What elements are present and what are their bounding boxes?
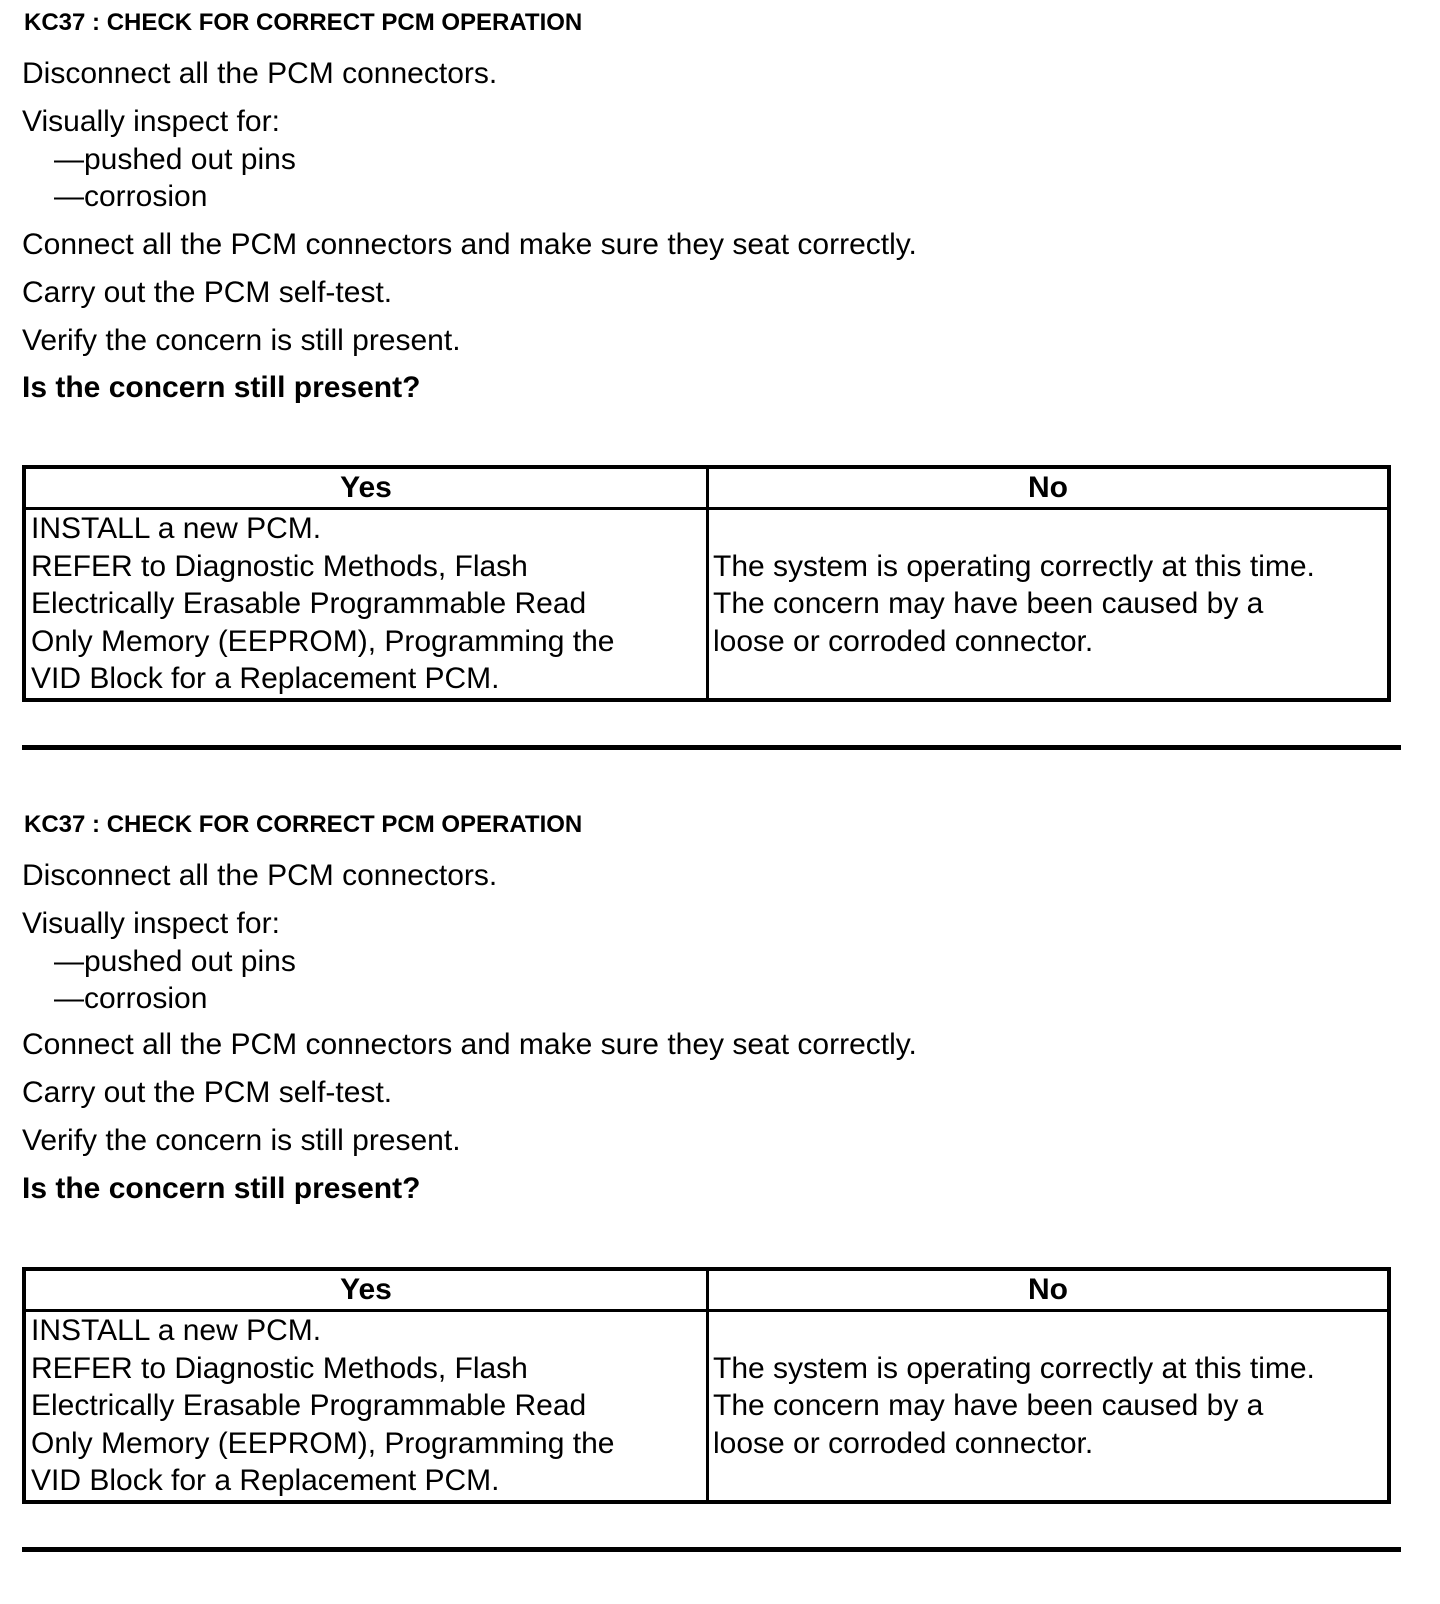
no-line: The concern may have been caused by a [713,587,1264,620]
yes-line: INSTALL a new PCM. [31,512,322,545]
instruction: Verify the concern is still present. [22,1124,461,1157]
instruction: Disconnect all the PCM connectors. [22,57,498,90]
inspect-item: —corrosion [54,180,208,213]
header-yes: Yes [24,1269,708,1311]
yes-line: REFER to Diagnostic Methods, Flash [31,549,528,583]
inspect-item: —pushed out pins [54,143,296,176]
question: Is the concern still present? [22,1172,421,1205]
yes-line: Electrically Erasable Programmable Read [31,1389,587,1422]
yes-line: Electrically Erasable Programmable Read [31,587,587,620]
no-line: The system is operating correctly at this time. [713,549,1315,583]
no-line: The concern may have been caused by a [713,1389,1264,1422]
step-title: KC37 : CHECK FOR CORRECT PCM OPERATION [24,811,583,838]
step-title: KC37 : CHECK FOR CORRECT PCM OPERATION [24,9,583,36]
yes-line: VID Block for a Replacement PCM. [31,662,500,695]
header-no: No [708,467,1390,509]
section-divider [22,1547,1401,1552]
yes-line: VID Block for a Replacement PCM. [31,1464,500,1497]
yes-no-table [22,465,1391,702]
yes-line: Only Memory (EEPROM), Programming the [31,1426,615,1460]
no-cell [708,1311,1390,1502]
question: Is the concern still present? [22,371,421,404]
yes-line: REFER to Diagnostic Methods, Flash [31,1351,528,1385]
no-cell [708,509,1390,700]
instruction: Visually inspect for: [22,907,280,940]
no-line: loose or corroded connector. [713,624,1094,658]
instruction: Visually inspect for: [22,105,280,138]
instruction: Disconnect all the PCM connectors. [22,859,498,892]
header-yes: Yes [24,467,708,509]
instruction: Verify the concern is still present. [22,324,461,357]
yes-no-table [22,1267,1391,1504]
no-line: The system is operating correctly at this time. [713,1351,1315,1385]
instruction: Carry out the PCM self-test. [22,1076,393,1109]
yes-cell [24,1311,708,1502]
yes-line: INSTALL a new PCM. [31,1314,322,1347]
diagnostic-step-section [0,802,1440,1604]
instruction: Connect all the PCM connectors and make sure they seat correctly. [22,228,917,261]
no-line: loose or corroded connector. [713,1426,1094,1460]
inspect-item: —pushed out pins [54,945,296,978]
header-no: No [708,1269,1390,1311]
inspect-item: —corrosion [54,982,208,1015]
section-divider [22,745,1401,750]
instruction: Connect all the PCM connectors and make sure they seat correctly. [22,1028,917,1061]
instruction: Carry out the PCM self-test. [22,276,393,309]
yes-cell [24,509,708,700]
yes-line: Only Memory (EEPROM), Programming the [31,624,615,658]
